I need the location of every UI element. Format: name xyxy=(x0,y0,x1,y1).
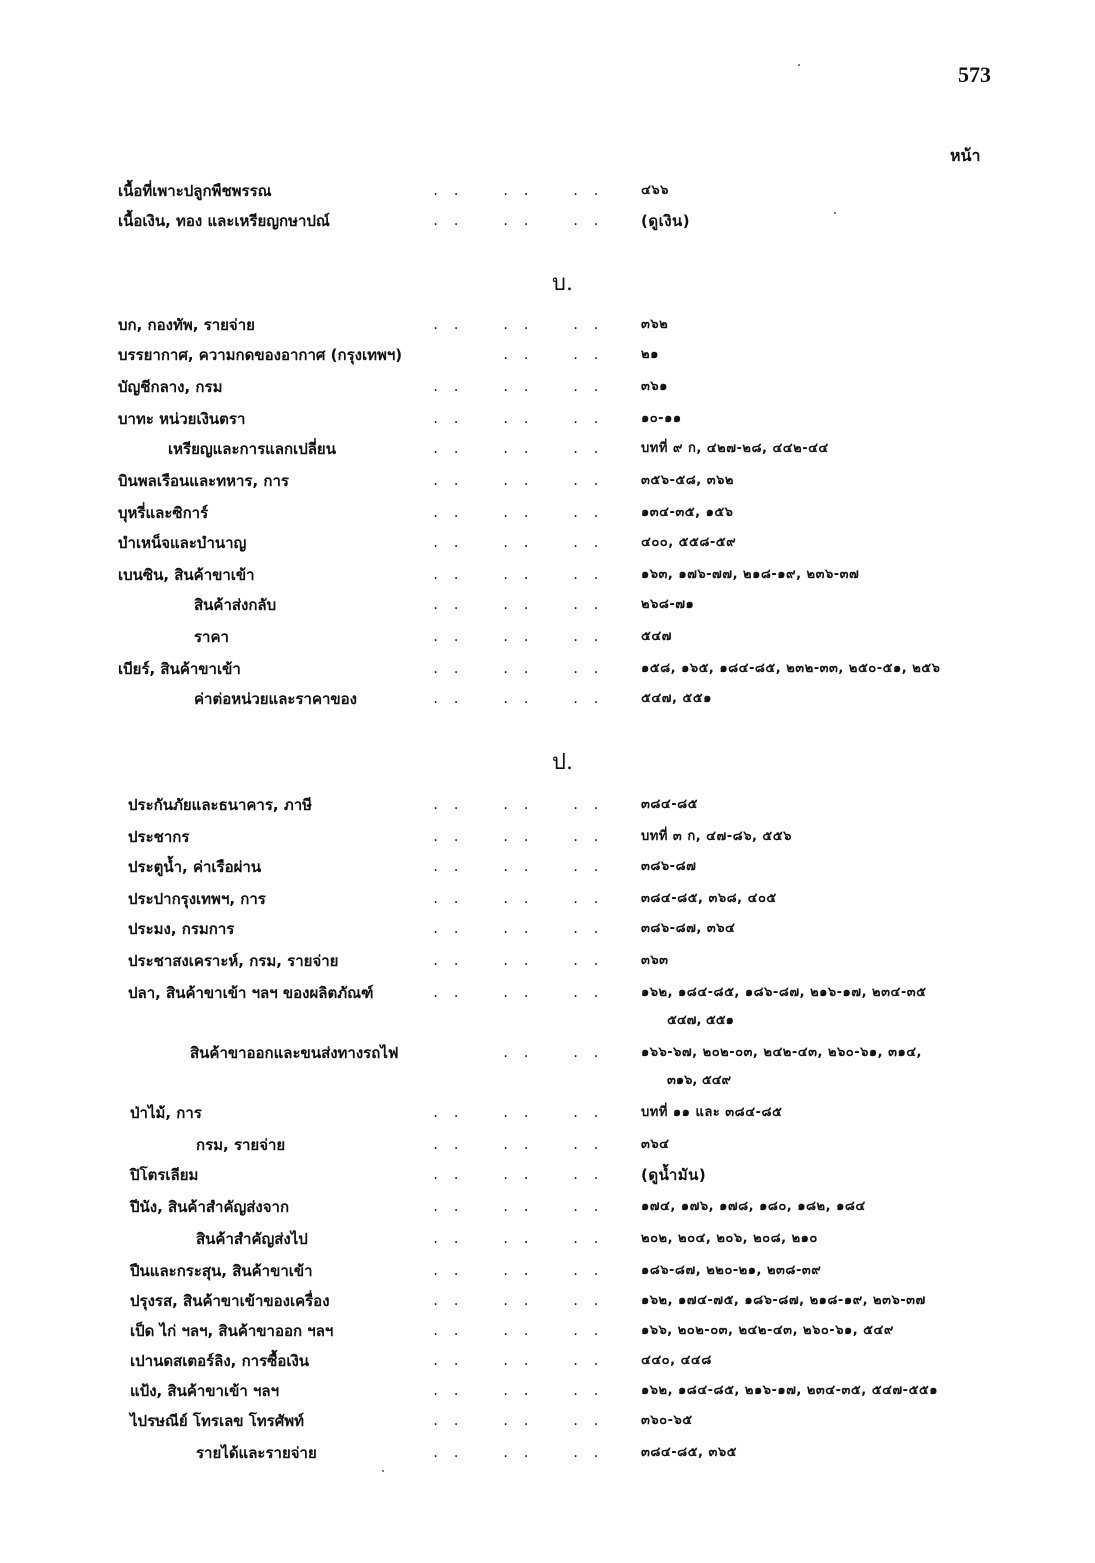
dot-leader: . . xyxy=(572,412,603,426)
section-heading: บ. xyxy=(552,271,573,296)
index-entry xyxy=(0,1256,1095,1286)
dot-leader: . . xyxy=(572,506,603,520)
index-term: ราคา xyxy=(194,628,229,646)
dot-leader: . . xyxy=(502,892,533,906)
dot-leader: . . xyxy=(572,1200,603,1214)
index-entry xyxy=(0,852,1095,882)
index-term: ปลา, สินค้าขาเข้า ฯลฯ ของผลิตภัณฑ์ xyxy=(128,984,374,1002)
index-term: เนื้อที่เพาะปลูกพืชพรรณ xyxy=(118,182,272,200)
index-page-refs: ๑๖๒, ๑๘๔-๘๕, ๒๑๖-๑๗, ๒๓๔-๓๕, ๕๔๗-๕๕๑ xyxy=(641,1383,939,1398)
index-page-refs: ๓๘๖-๘๗ xyxy=(641,859,697,874)
index-term: บรรยากาศ, ความกดของอากาศ (กรุงเทพฯ) xyxy=(118,346,403,364)
index-page-refs: บทที่ ๑๑ และ ๓๘๔-๘๕ xyxy=(641,1105,783,1120)
dot-leader: . . xyxy=(572,1384,603,1398)
page-number: 573 xyxy=(958,62,991,87)
dot-leader: . . xyxy=(502,798,533,812)
index-page-refs: ๒๐๒, ๒๐๔, ๒๐๖, ๒๐๘, ๒๑๐ xyxy=(641,1231,818,1246)
dot-leader: . . xyxy=(432,1232,463,1246)
index-entry xyxy=(0,1316,1095,1346)
dot-leader: . . xyxy=(572,892,603,906)
dot-leader: . . xyxy=(502,598,533,612)
dot-leader: . . xyxy=(502,184,533,198)
dot-leader: . . xyxy=(432,442,463,456)
dot-leader: . . xyxy=(502,662,533,676)
dot-leader: . . xyxy=(572,986,603,1000)
index-term: บำเหน็จและบำนาญ xyxy=(118,534,247,552)
dot-leader: . . xyxy=(432,412,463,426)
index-term: รายได้และรายจ่าย xyxy=(196,1444,317,1462)
dot-leader: . . xyxy=(432,214,463,228)
index-page-refs: ๓๖๑ xyxy=(641,379,668,394)
dot-leader: . . xyxy=(572,1446,603,1460)
index-term: ค่าต่อหน่วยและราคาของ xyxy=(194,690,358,708)
index-entry xyxy=(0,466,1095,496)
index-page-refs: ๔๐๐, ๕๕๘-๕๙ xyxy=(641,535,737,550)
index-entry xyxy=(0,340,1095,370)
dot-leader: . . xyxy=(502,474,533,488)
index-page-refs: (ดูน้ำมัน) xyxy=(641,1166,707,1184)
index-entry xyxy=(0,176,1095,206)
dot-leader: . . xyxy=(502,1264,533,1278)
index-term: เนื้อเงิน, ทอง และเหรียญกษาปณ์ xyxy=(118,212,330,230)
index-entry xyxy=(0,404,1095,434)
index-term: เบียร์, สินค้าขาเข้า xyxy=(118,660,241,678)
dot-leader: . . xyxy=(572,474,603,488)
index-entry xyxy=(0,946,1095,976)
index-entry xyxy=(0,1286,1095,1316)
dot-leader: . . xyxy=(432,662,463,676)
dot-leader: . . xyxy=(502,1324,533,1338)
index-term: บาทะ หน่วยเงินตรา xyxy=(118,410,246,428)
index-page-refs-continued: ๓๑๖, ๕๔๙ xyxy=(667,1073,732,1088)
index-entry xyxy=(0,560,1095,590)
dot-leader: . . xyxy=(572,1106,603,1120)
index-page-refs: ๑๖๓, ๑๗๖-๗๗, ๒๑๘-๑๙, ๒๓๖-๓๗ xyxy=(641,567,860,582)
dot-leader: . . xyxy=(572,860,603,874)
dot-leader: . . xyxy=(432,922,463,936)
dot-leader: . . xyxy=(502,1168,533,1182)
dot-leader: . . xyxy=(502,568,533,582)
dot-leader: . . xyxy=(432,568,463,582)
index-page-refs: ๓๘๖-๘๗, ๓๖๔ xyxy=(641,921,736,936)
dot-leader: . . xyxy=(432,1106,463,1120)
index-page-refs: ๑๖๒, ๑๗๔-๗๕, ๑๘๖-๘๗, ๒๑๘-๑๙, ๒๓๖-๓๗ xyxy=(641,1293,926,1308)
dot-leader: . . xyxy=(572,922,603,936)
dot-leader: . . xyxy=(572,1414,603,1428)
index-entry xyxy=(0,684,1095,714)
dot-leader: . . xyxy=(432,830,463,844)
index-page-refs: บทที่ ๙ ก, ๔๒๗-๒๘, ๔๔๒-๔๔ xyxy=(641,441,829,456)
dot-leader: . . xyxy=(572,954,603,968)
index-term: ประมง, กรมการ xyxy=(128,920,235,938)
dot-leader: . . xyxy=(432,380,463,394)
index-term: ป่าไม้, การ xyxy=(130,1104,202,1122)
dot-leader: . . xyxy=(432,986,463,1000)
dot-leader: . . xyxy=(432,1264,463,1278)
dot-leader: . . xyxy=(432,1168,463,1182)
dot-leader: . . xyxy=(502,692,533,706)
dot-leader: . . xyxy=(432,630,463,644)
index-term: เหรียญและการแลกเปลี่ยน xyxy=(168,440,336,458)
dot-leader: . . xyxy=(502,922,533,936)
index-entry xyxy=(0,528,1095,558)
dot-leader: . . xyxy=(502,860,533,874)
index-term: เบนซิน, สินค้าขาเข้า xyxy=(118,566,255,584)
index-page-refs: บทที่ ๓ ก, ๔๗-๘๖, ๕๕๖ xyxy=(641,829,792,844)
dot-leader: . . xyxy=(502,506,533,520)
index-page-refs: ๓๘๔-๘๕, ๓๖๕ xyxy=(641,1445,737,1460)
dot-leader: . . xyxy=(572,1264,603,1278)
index-entry xyxy=(0,978,1095,1008)
index-entry xyxy=(0,1376,1095,1406)
dot-leader: . . xyxy=(502,986,533,1000)
dot-leader: . . xyxy=(572,662,603,676)
index-entry xyxy=(0,822,1095,852)
dot-leader: . . xyxy=(432,184,463,198)
index-entry xyxy=(0,914,1095,944)
index-entry xyxy=(0,206,1095,236)
dot-leader: . . xyxy=(572,630,603,644)
index-page-refs: ๓๖๔ xyxy=(641,1137,670,1152)
dot-leader: . . xyxy=(502,1384,533,1398)
dot-leader: . . xyxy=(572,184,603,198)
index-page-refs: ๓๘๔-๘๕ xyxy=(641,797,699,812)
index-entry xyxy=(0,884,1095,914)
dot-leader: . . xyxy=(572,1046,603,1060)
dot-leader: . . xyxy=(502,1106,533,1120)
index-page-refs: ๑๐-๑๑ xyxy=(641,411,682,426)
index-page-refs: ๓๖๓ xyxy=(641,953,669,968)
dot-leader: . . xyxy=(502,1414,533,1428)
dot-leader: . . xyxy=(502,1200,533,1214)
dot-leader: . . xyxy=(502,1446,533,1460)
index-entry xyxy=(0,1224,1095,1254)
dot-leader: . . xyxy=(502,1354,533,1368)
dot-leader: . . xyxy=(502,954,533,968)
dot-leader: . . xyxy=(502,348,533,362)
dot-leader: . . xyxy=(502,412,533,426)
index-page-refs: ๓๘๔-๘๕, ๓๖๘, ๔๐๕ xyxy=(641,891,777,906)
dot-leader: . . xyxy=(502,1294,533,1308)
dot-leader: . . xyxy=(572,380,603,394)
index-entry xyxy=(0,498,1095,528)
dot-leader: . . xyxy=(432,598,463,612)
index-entry xyxy=(0,434,1095,464)
index-page-refs: ๔๔๐, ๔๔๘ xyxy=(641,1353,712,1368)
dot-leader: . . xyxy=(502,442,533,456)
index-entry xyxy=(0,1098,1095,1128)
dot-leader: . . xyxy=(572,1354,603,1368)
dot-leader: . . xyxy=(572,568,603,582)
dot-leader: . . xyxy=(502,380,533,394)
index-term: เป็ด ไก่ ฯลฯ, สินค้าขาออก ฯลฯ xyxy=(130,1322,334,1340)
index-term: ประชากร xyxy=(128,828,190,846)
index-page-refs: ๑๖๒, ๑๘๔-๘๕, ๑๘๖-๘๗, ๒๑๖-๑๗, ๒๓๔-๓๕ xyxy=(641,985,927,1000)
index-term: ประชาสงเคราะห์, กรม, รายจ่าย xyxy=(128,952,339,970)
index-term: แป้ง, สินค้าขาเข้า ฯลฯ xyxy=(130,1382,280,1400)
scan-speck xyxy=(382,1470,384,1472)
index-entry xyxy=(0,590,1095,620)
index-term: บุหรี่และซิการ์ xyxy=(118,504,209,522)
dot-leader: . . xyxy=(432,692,463,706)
index-term: บินพลเรือนและทหาร, การ xyxy=(118,472,289,490)
dot-leader: . . xyxy=(502,830,533,844)
index-entry xyxy=(0,1406,1095,1436)
dot-leader: . . xyxy=(572,1324,603,1338)
dot-leader: . . xyxy=(502,1232,533,1246)
dot-leader: . . xyxy=(502,318,533,332)
index-entry xyxy=(0,372,1095,402)
dot-leader: . . xyxy=(432,860,463,874)
index-entry xyxy=(0,1160,1095,1190)
page-column-header: หน้า xyxy=(950,146,981,165)
dot-leader: . . xyxy=(572,318,603,332)
index-page-refs: ๓๖๒ xyxy=(641,317,669,332)
dot-leader: . . xyxy=(432,318,463,332)
index-term: ปืนและกระสุน, สินค้าขาเข้า xyxy=(130,1262,313,1280)
dot-leader: . . xyxy=(572,830,603,844)
index-page-refs: ๒๑ xyxy=(641,347,659,362)
dot-leader: . . xyxy=(432,506,463,520)
dot-leader: . . xyxy=(432,1324,463,1338)
index-term: สินค้าขาออกและขนส่งทางรถไฟ xyxy=(190,1044,399,1062)
index-page-refs: ๒๖๘-๗๑ xyxy=(641,597,695,612)
index-term: ไปรษณีย์ โทรเลข โทรศัพท์ xyxy=(130,1412,305,1430)
dot-leader: . . xyxy=(432,1200,463,1214)
index-term: ปีนัง, สินค้าสำคัญส่งจาก xyxy=(130,1198,290,1216)
index-page-refs: ๑๖๖, ๒๐๒-๐๓, ๒๔๒-๔๓, ๒๖๐-๖๑, ๕๔๙ xyxy=(641,1323,894,1338)
dot-leader: . . xyxy=(572,214,603,228)
dot-leader: . . xyxy=(572,598,603,612)
dot-leader: . . xyxy=(432,1354,463,1368)
dot-leader: . . xyxy=(432,474,463,488)
dot-leader: . . xyxy=(572,536,603,550)
dot-leader: . . xyxy=(432,1446,463,1460)
dot-leader: . . xyxy=(432,1138,463,1152)
dot-leader: . . xyxy=(432,798,463,812)
section-heading: ป. xyxy=(552,750,573,775)
index-page-refs-continued: ๕๔๗, ๕๕๑ xyxy=(667,1013,734,1028)
index-entry xyxy=(0,1438,1095,1468)
index-entry xyxy=(0,1192,1095,1222)
dot-leader: . . xyxy=(572,1138,603,1152)
index-term: บก, กองทัพ, รายจ่าย xyxy=(118,316,255,334)
index-page-refs: ๑๘๖-๘๗, ๒๒๐-๒๑, ๒๓๘-๓๙ xyxy=(641,1263,822,1278)
dot-leader: . . xyxy=(572,1294,603,1308)
index-entry xyxy=(0,1038,1095,1068)
dot-leader: . . xyxy=(572,798,603,812)
dot-leader: . . xyxy=(502,536,533,550)
dot-leader: . . xyxy=(432,1414,463,1428)
dot-leader: . . xyxy=(572,348,603,362)
index-entry xyxy=(0,1346,1095,1376)
index-page-refs: ๔๖๖ xyxy=(641,183,669,198)
index-page-refs: (ดูเงิน) xyxy=(641,212,691,230)
index-term: สินค้าสำคัญส่งไป xyxy=(196,1230,308,1248)
dot-leader: . . xyxy=(572,1168,603,1182)
index-term: บัญชีกลาง, กรม xyxy=(118,378,223,396)
dot-leader: . . xyxy=(432,536,463,550)
dot-leader: . . xyxy=(432,892,463,906)
dot-leader: . . xyxy=(572,692,603,706)
index-entry xyxy=(0,622,1095,652)
index-term: ประตูน้ำ, ค่าเรือผ่าน xyxy=(128,858,262,876)
index-term: ปิโตรเลียม xyxy=(130,1166,199,1184)
dot-leader: . . xyxy=(502,630,533,644)
index-term: ปรุงรส, สินค้าขาเข้าของเครื่อง xyxy=(130,1292,330,1310)
index-term: กรม, รายจ่าย xyxy=(196,1136,286,1154)
dot-leader: . . xyxy=(432,1294,463,1308)
index-entry xyxy=(0,654,1095,684)
index-entry xyxy=(0,310,1095,340)
dot-leader: . . xyxy=(432,1384,463,1398)
dot-leader: . . xyxy=(502,1046,533,1060)
index-entry xyxy=(0,790,1095,820)
index-page-refs: ๑๗๔, ๑๗๖, ๑๗๘, ๑๘๐, ๑๘๒, ๑๘๔ xyxy=(641,1199,866,1214)
index-page-refs: ๓๕๖-๕๘, ๓๖๒ xyxy=(641,473,734,488)
dot-leader: . . xyxy=(502,1138,533,1152)
dot-leader: . . xyxy=(572,1232,603,1246)
index-term: ประปากรุงเทพฯ, การ xyxy=(128,890,266,908)
index-term: เปานดสเตอร์ลิง, การซื้อเงิน xyxy=(130,1352,310,1370)
index-page-refs: ๓๖๐-๖๕ xyxy=(641,1413,693,1428)
index-entry xyxy=(0,1130,1095,1160)
index-page-refs: ๕๔๗, ๕๕๑ xyxy=(641,691,712,706)
scan-speck xyxy=(834,212,836,214)
scan-speck xyxy=(798,64,800,66)
dot-leader: . . xyxy=(432,954,463,968)
dot-leader: . . xyxy=(502,214,533,228)
index-page-refs: ๑๖๖-๖๗, ๒๐๒-๐๓, ๒๔๒-๔๓, ๒๖๐-๖๑, ๓๑๔, xyxy=(641,1045,922,1060)
dot-leader: . . xyxy=(572,442,603,456)
index-term: ประกันภัยและธนาคาร, ภาษี xyxy=(128,796,313,814)
index-term: สินค้าส่งกลับ xyxy=(194,596,277,614)
index-page-refs: ๑๓๔-๓๕, ๑๕๖ xyxy=(641,505,734,520)
index-page-refs: ๑๕๘, ๑๖๕, ๑๘๔-๘๕, ๒๓๒-๓๓, ๒๕๐-๕๑, ๒๕๖ xyxy=(641,661,941,676)
index-page-refs: ๕๔๗ xyxy=(641,629,672,644)
